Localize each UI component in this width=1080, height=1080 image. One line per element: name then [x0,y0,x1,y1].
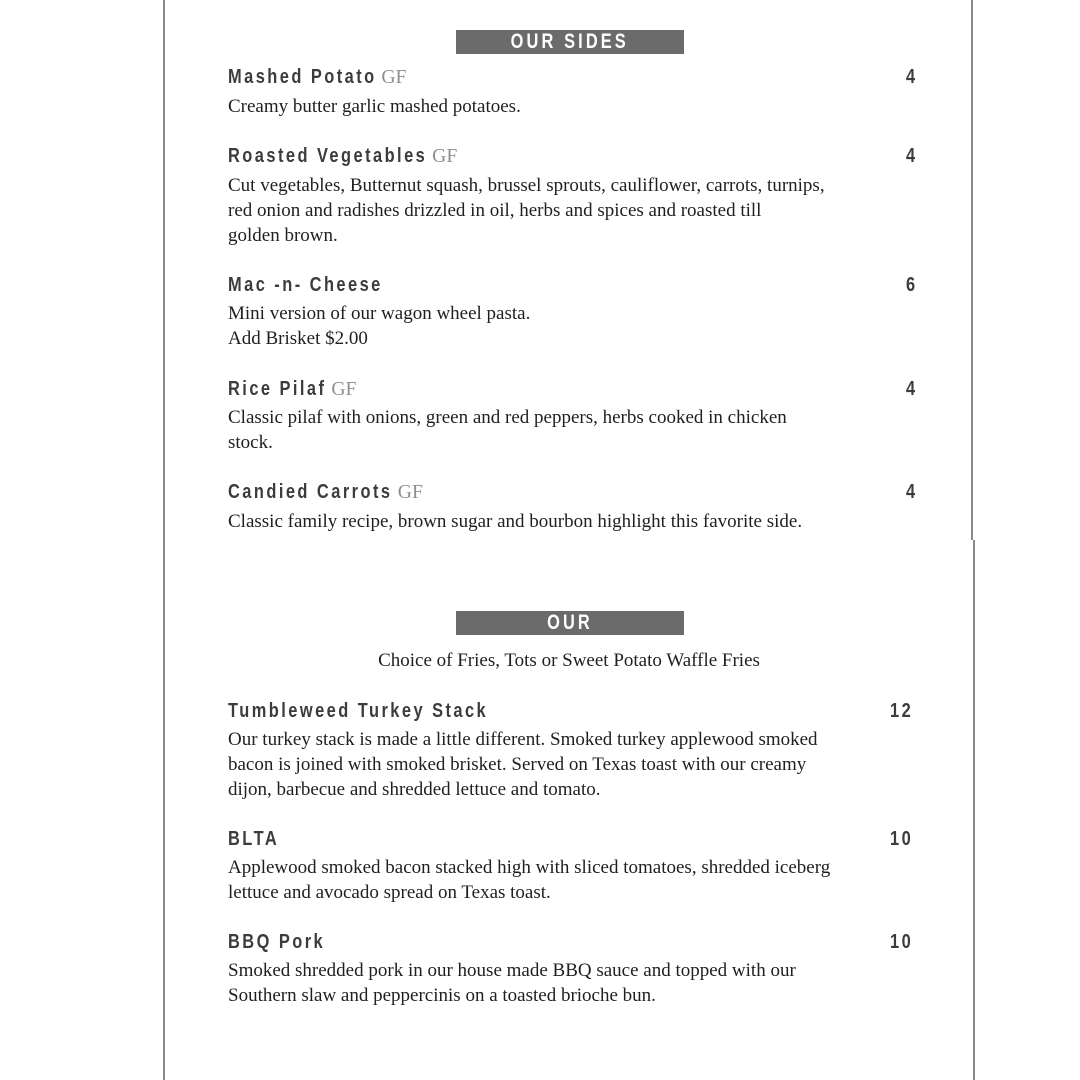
menu-item-description: Applewood smoked bacon stacked high with sliced tomatoes, shredded iceberg lettuce and avocado spread on Texas toast. [228,857,831,903]
sides-heading-banner [456,30,684,54]
gluten-free-tag: GF [397,481,423,503]
menu-item-description: Classic family recipe, brown sugar and bourbon highlight this favorite side. [228,511,803,532]
page-border-right-lower [973,540,975,1080]
gluten-free-tag: GF [331,378,357,400]
menu-item-name: Mac -n- Cheese [228,274,383,296]
gluten-free-tag: GF [432,145,458,167]
menu-item-price: 10 [890,828,914,850]
menu-item-name: Candied Carrots GF [228,481,423,503]
menu-item-name: Mashed Potato GF [228,66,407,88]
menu-item-description: Smoked shredded pork in our house made BBQ sauce and topped with our Southern slaw and peppercinis on a toasted brioche bun. [228,960,796,1006]
sandwiches-heading-banner [456,611,684,635]
sandwiches-subtitle: Choice of Fries, Tots or Sweet Potato Waffle Fries [378,650,760,671]
menu-item-name: Rice Pilaf GF [228,378,357,400]
menu-item-name: BBQ Pork [228,931,326,953]
menu-item-description: Cut vegetables, Butternut squash, brussel sprouts, cauliflower, carrots, turnips, red onion and radishes drizzled in oil, herbs and spices and roasted till golden brown. [228,175,825,246]
menu-item-price: 4 [906,378,918,400]
menu-item-price: 4 [906,145,918,167]
menu-item-price: 4 [906,481,918,503]
page-border-right [971,0,973,540]
sandwiches-heading: OUR [547,611,593,634]
menu-item-name: Tumbleweed Turkey Stack [228,700,489,722]
menu-item-name: BLTA [228,828,280,850]
menu-item-name: Roasted Vegetables GF [228,145,458,167]
menu-item-description: Classic pilaf with onions, green and red peppers, herbs cooked in chicken stock. [228,407,787,453]
menu-item-price: 6 [906,274,918,296]
menu-item-price: 10 [890,931,914,953]
page-border-left [163,0,165,1080]
menu-item-price: 12 [890,700,914,722]
menu-item-description: Creamy butter garlic mashed potatoes. [228,96,521,117]
gluten-free-tag: GF [381,66,407,88]
menu-item-description: Mini version of our wagon wheel pasta. Add Brisket $2.00 [228,303,531,349]
sides-heading: OUR SIDES [510,30,630,53]
menu-item-description: Our turkey stack is made a little different. Smoked turkey applewood smoked bacon is joined with smoked brisket. Served on Texas toast with our creamy dijon, barbecue and shredded lettuce and tomato. [228,729,818,800]
menu-item-price: 4 [906,66,918,88]
